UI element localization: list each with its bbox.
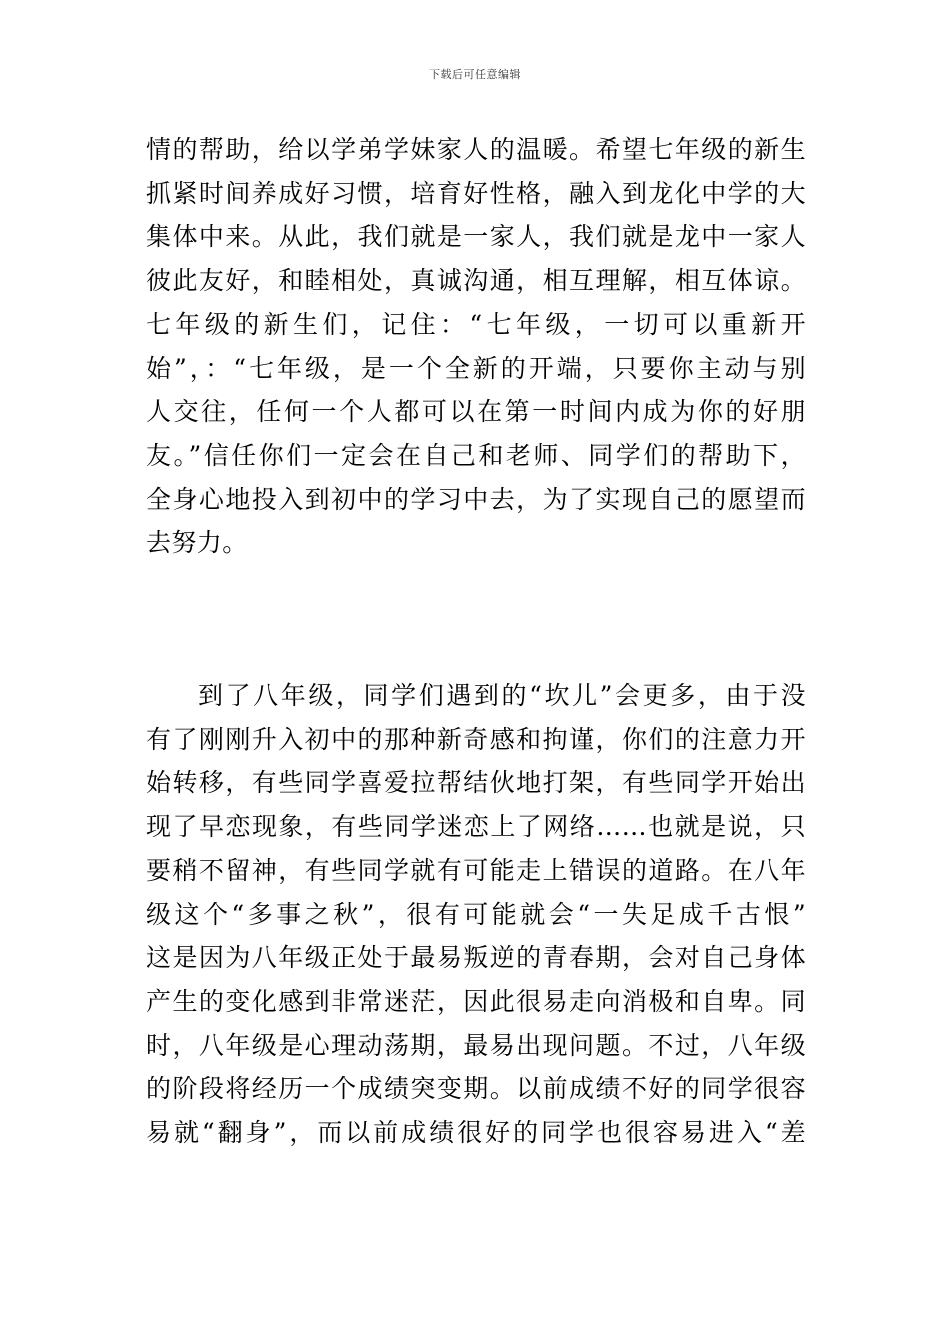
page-header: 下载后可任意编辑: [429, 68, 521, 81]
text-line: 人交往，任何一个人都可以在第一时间内成为你的好朋: [146, 397, 806, 427]
text-line: 始”，：“七年级，是一个全新的开端，只要你主动与别: [146, 353, 806, 383]
text-line: 时，八年级是心理动荡期，最易出现问题。不过，八年级: [146, 1030, 806, 1060]
text-line: 有了刚刚升入初中的那种新奇感和拘谨，你们的注意力开: [146, 724, 806, 754]
text-line: 友。”信任你们一定会在自己和老师、同学们的帮助下，: [146, 440, 806, 470]
text-line: 现了早恋现象，有些同学迷恋上了网络……也就是说，只: [146, 812, 806, 842]
text-line: 要稍不留神，有些同学就有可能走上错误的道路。在八年: [146, 855, 806, 885]
text-line: 情的帮助，给以学弟学妹家人的温暖。希望七年级的新生: [146, 135, 806, 164]
text-line: 这是因为八年级正处于最易叛逆的青春期，会对自己身体: [146, 943, 806, 973]
text-line: 易就“翻身”，而以前成绩很好的同学也很容易进入“差: [146, 1118, 806, 1148]
text-line-indented: 到了八年级，同学们遇到的“坎儿”会更多，由于没: [198, 681, 806, 710]
paragraph-2: [146, 674, 806, 1155]
paragraph-1: [146, 128, 806, 565]
text-line: 全身心地投入到初中的学习中去，为了实现自己的愿望而: [146, 484, 806, 514]
text-line: 抓紧时间养成好习惯，培育好性格，融入到龙化中学的大: [146, 178, 806, 208]
text-line: 级这个“多事之秋”，很有可能就会“一失足成千古恨”: [146, 899, 806, 929]
text-line: 集体中来。从此，我们就是一家人，我们就是龙中一家人: [146, 222, 806, 252]
text-line: 始转移，有些同学喜爱拉帮结伙地打架，有些同学开始出: [146, 768, 806, 798]
text-line: 产生的变化感到非常迷茫，因此很易走向消极和自卑。同: [146, 986, 806, 1016]
text-line: 七年级的新生们，记住：“七年级，一切可以重新开: [146, 309, 806, 339]
text-line: 去努力。: [146, 528, 248, 558]
text-line: 的阶段将经历一个成绩突变期。以前成绩不好的同学很容: [146, 1074, 806, 1104]
text-line: 彼此友好，和睦相处，真诚沟通，相互理解，相互体谅。: [146, 266, 806, 296]
